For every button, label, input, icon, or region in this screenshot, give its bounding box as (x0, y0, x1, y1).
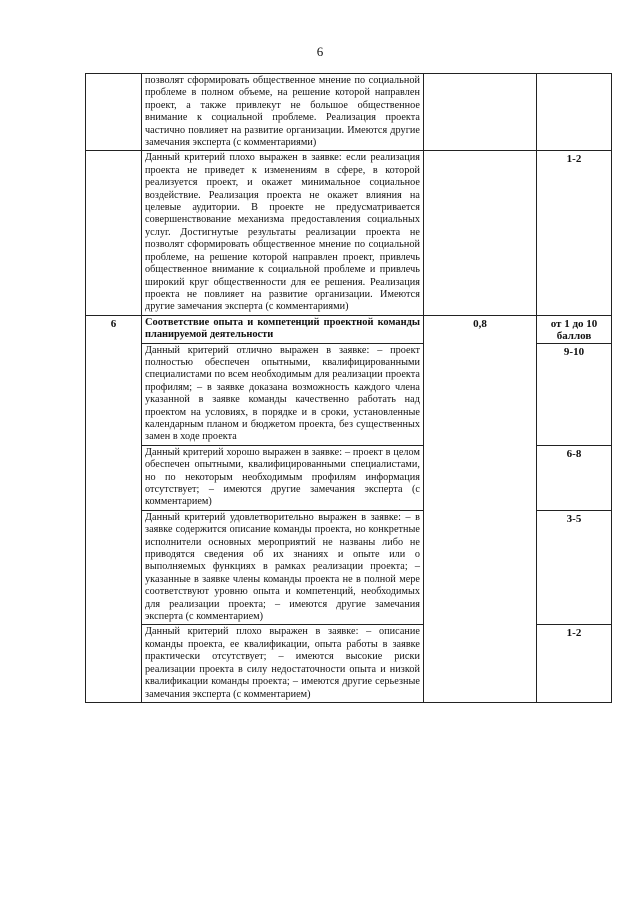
criterion-number-cell (86, 315, 142, 702)
criterion-title-cell (142, 315, 424, 343)
criterion-range-cell (537, 315, 612, 343)
level-description: позволят сформировать общественное мнение по социальной проблеме в полном объеме, на решение которой направлен проект, а также привлекут не большое общественное внимание к социальной проблеме. Реализация проекта частично повлияет на развитие организации. Имеются другие замечания эксперта (с комментариями) (145, 75, 420, 149)
table-row (86, 151, 612, 315)
criterion-weight-cell (424, 315, 537, 702)
description-cell (142, 74, 424, 151)
description-cell (142, 343, 424, 445)
criteria-table (85, 73, 612, 703)
criterion-title: Соответствие опыта и компетенций проектной команды планируемой деятельности (145, 316, 420, 341)
level-description: Данный критерий плохо выражен в заявке: если реализация проекта не приведет к изменениям в сфере, в которой реализуется проект, и окажет минимальное социальное воздействие. Реализация проекта не окажет влияния на целевые аудитории. В проекте не предусматривается совершенствование механизма предоставления социальных услуг. Достигнутые результаты реализации проекта не позволят сформировать общественное мнение по социальной проблеме, на решение которой направлен проект, привлечь общественное внимание к социальной проблеме и привлечь широкий круг общественности для ее решения. Реализация проекта не повлияет на развитие организации. Имеются другие замечания эксперта (с комментариями) (145, 152, 420, 313)
criterion-header-row (86, 315, 612, 343)
criterion-score-range: от 1 до 10 баллов (550, 317, 598, 343)
level-score: 3-5 (566, 512, 582, 525)
score-cell (537, 74, 612, 151)
score-cell (537, 343, 612, 445)
criterion-weight: 0,8 (473, 317, 487, 330)
level-score: 1-2 (566, 627, 582, 640)
score-cell (537, 151, 612, 315)
description-cell (142, 625, 424, 702)
description-cell (142, 151, 424, 315)
level-score: 6-8 (566, 447, 582, 460)
score-cell (537, 625, 612, 702)
level-description: Данный критерий плохо выражен в заявке: – описание команды проекта, ее квалификации, опыта работы в заявке практически отсутствует; – имеются высокие риски реализации проекта в силу недостаточности опыта и низкой квалификации команды проекта; – имеются другие серьезные замечания эксперта (с комментарием) (145, 626, 420, 700)
level-score (537, 74, 611, 76)
number-cell (86, 151, 142, 315)
number-cell (86, 74, 142, 151)
table-row (86, 74, 612, 151)
page-number: 6 (316, 44, 324, 59)
level-description: Данный критерий удовлетворительно выражен в заявке: – в заявке содержится описание команды проекта, но конкретные исполнители основных мероприятий не названы либо не приводятся сведения об их знаниях и опыте или о выполняемых функциях в рамках реализации проекта; – указанные в заявке члены команды проекта не в полной мере соответствуют уровню опыта и компетенций, необходимых для реализации проекта; – имеются другие замечания эксперта (с комментарием) (145, 511, 420, 623)
level-score: 9-10 (563, 345, 585, 358)
score-cell (537, 510, 612, 625)
description-cell (142, 510, 424, 625)
weight-cell (424, 74, 537, 151)
criterion-number: 6 (110, 317, 117, 330)
level-score: 1-2 (566, 153, 582, 166)
score-cell (537, 445, 612, 510)
level-description: Данный критерий отлично выражен в заявке: – проект полностью обеспечен опытными, квалифицированными специалистами по всем необходимым для реализации проекта профилям; – в заявке доказана возможность каждого члена указанной в заявке команды качественно работать над проектом на условиях, в порядке и в сроки, установленные календарным планом и бюджетом проекта, без существенных замен в ходе проекта (145, 344, 420, 443)
weight-cell (424, 151, 537, 315)
description-cell (142, 445, 424, 510)
level-description: Данный критерий хорошо выражен в заявке: – проект в целом обеспечен опытными, квалифицированными специалистами, но по некоторым необходимым профилям информация отсутствует; – имеются другие замечания эксперта (с комментарием) (145, 446, 420, 508)
